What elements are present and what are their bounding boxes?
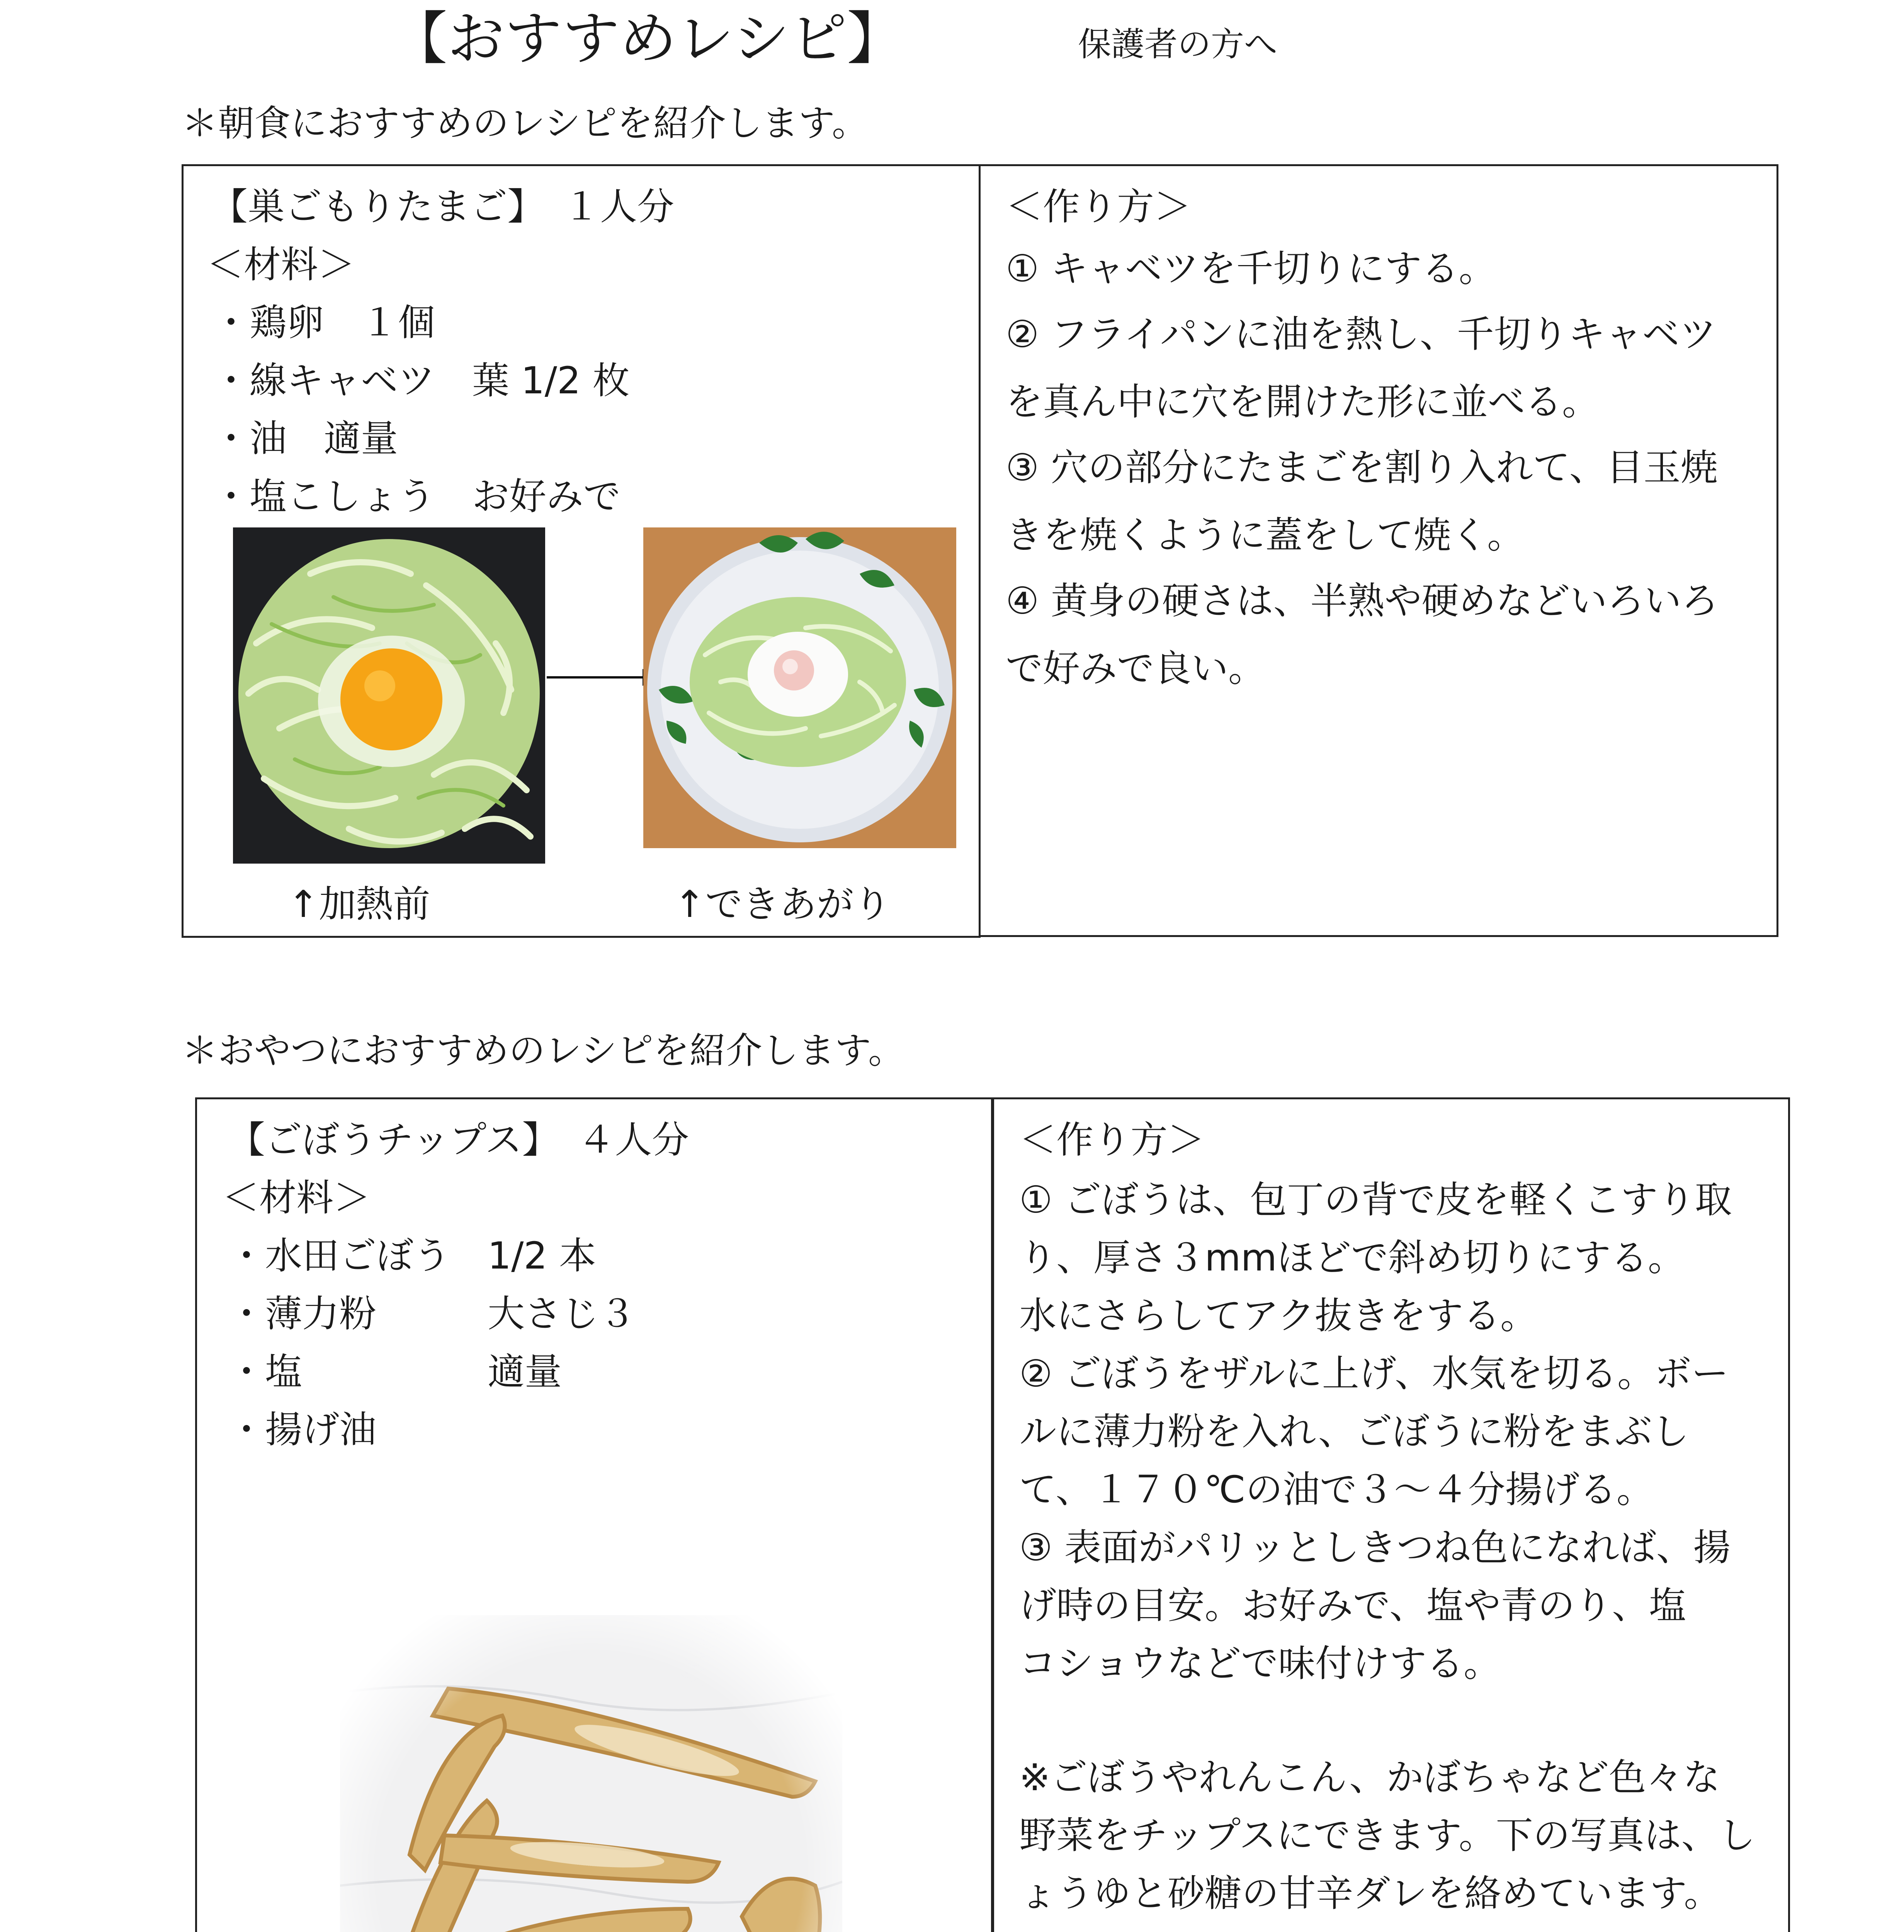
snack-method-line: ② ごぼうをザルに上げ、水気を切る。ボー (1019, 1352, 1729, 1395)
breakfast-method-line: を真ん中に穴を開けた形に並べる。 (1006, 380, 1599, 423)
breakfast-ingredients-box (182, 164, 981, 938)
snack-method-heading: ＜作り方＞ (1019, 1118, 1205, 1162)
snack-ingredients-heading: ＜材料＞ (222, 1176, 371, 1219)
caption-before-cooking: ↑加熱前 (288, 883, 430, 926)
page-title: 【おすすめレシピ】 (390, 5, 904, 72)
breakfast-method-line: きを焼くように蓋をして焼く。 (1006, 514, 1525, 557)
breakfast-ingredient-item: ・線キャベツ 葉 1/2 枚 (212, 359, 630, 402)
breakfast-ingredients-heading: ＜材料＞ (207, 243, 355, 286)
breakfast-ingredient-item: ・塩こしょう お好みで (212, 475, 620, 518)
breakfast-method-line: ③ 穴の部分にたまごを割り入れて、目玉焼 (1006, 446, 1718, 489)
snack-ingredient-item: ・揚げ油 (228, 1408, 376, 1451)
breakfast-method-heading: ＜作り方＞ (1006, 185, 1191, 228)
snack-ingredient-item: ・薄力粉 大さじ３ (228, 1292, 636, 1335)
audience-label: 保護者の方へ (1078, 25, 1277, 64)
breakfast-method-line: ④ 黄身の硬さは、半熟や硬めなどいろいろ (1006, 579, 1719, 622)
snack-note-line: 野菜をチップスにできます。下の写真は、し (1019, 1814, 1756, 1857)
cabbage-egg-raw-image (233, 527, 545, 864)
snack-method-line: ③ 表面がパリッとしきつね色になれば、揚 (1019, 1526, 1731, 1569)
breakfast-recipe-title: 【巣ごもりたまご】 １人分 (211, 185, 674, 228)
snack-method-line: ① ごぼうは、包丁の背で皮を軽くこすり取 (1019, 1178, 1732, 1221)
snack-intro: ＊おやつにおすすめのレシピを紹介します。 (182, 1030, 905, 1072)
snack-ingredient-item: ・塩 適量 (228, 1350, 562, 1393)
snack-method-line: げ時の目安。お好みで、塩や青のり、塩 (1019, 1584, 1686, 1627)
snack-method-line: 水にさらしてアク抜きをする。 (1019, 1294, 1538, 1337)
photo-burdock-chips (340, 1615, 842, 1932)
snack-note-line: ※ごぼうやれんこん、かぼちゃなど色々な (1019, 1756, 1720, 1799)
arrow-line (547, 676, 643, 679)
burdock-chips-image (340, 1615, 842, 1932)
breakfast-ingredient-item: ・油 適量 (212, 417, 398, 460)
snack-method-line: て、１７０℃の油で３～４分揚げる。 (1019, 1468, 1654, 1511)
breakfast-method-line: ① キャベツを千切りにする。 (1006, 247, 1496, 290)
breakfast-intro: ＊朝食におすすめのレシピを紹介します。 (182, 102, 869, 145)
snack-recipe-title: 【ごぼうチップス】 ４人分 (228, 1118, 689, 1162)
snack-method-line: コショウなどで味付けする。 (1019, 1642, 1501, 1685)
breakfast-method-line: で好みで良い。 (1006, 647, 1265, 690)
breakfast-ingredient-item: ・鶏卵 １個 (212, 301, 435, 344)
snack-method-line: ルに薄力粉を入れ、ごぼうに粉をまぶし (1019, 1410, 1689, 1453)
snack-ingredients-box (195, 1097, 993, 1932)
snack-ingredient-item: ・水田ごぼう 1/2 本 (228, 1234, 597, 1277)
snack-method-line: り、厚さ３mmほどで斜め切りにする。 (1019, 1236, 1685, 1279)
caption-finished: ↑できあがり (674, 883, 891, 926)
snack-method-box (992, 1097, 1790, 1932)
breakfast-method-box (979, 164, 1778, 937)
snack-note-line: ょうゆと砂糖の甘辛ダレを絡めています。 (1019, 1872, 1721, 1915)
photo-before-cooking (233, 527, 545, 864)
breakfast-method-line: ② フライパンに油を熱し、千切りキャベツ (1006, 313, 1717, 356)
finished-nest-egg-image (643, 527, 956, 848)
photo-finished-dish (643, 527, 956, 848)
